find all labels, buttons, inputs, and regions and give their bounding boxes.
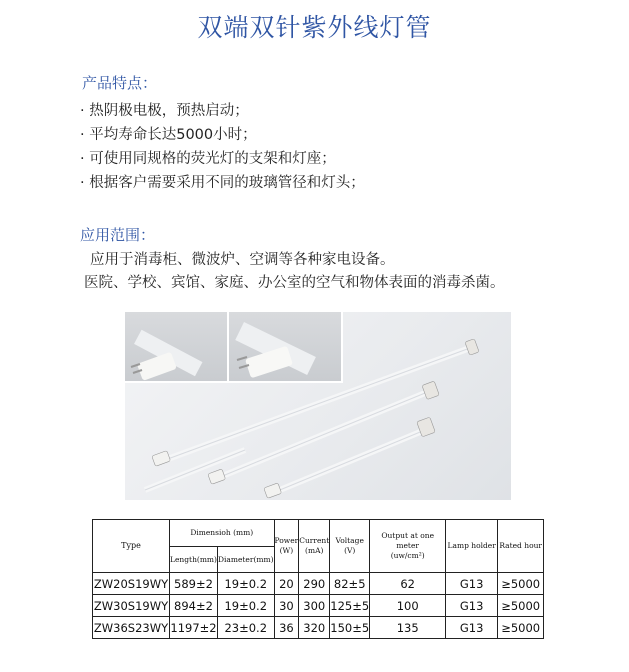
cell-rated: ≥5000 bbox=[498, 595, 544, 617]
cell-type: ZW20S19WY bbox=[93, 573, 170, 595]
cell-diameter: 19±0.2 bbox=[217, 573, 274, 595]
header-rated-hour: Rated hour bbox=[498, 520, 544, 573]
cell-current: 320 bbox=[299, 617, 330, 639]
header-voltage bbox=[330, 520, 370, 573]
product-photo bbox=[125, 312, 511, 500]
cell-holder: G13 bbox=[446, 617, 498, 639]
header-current bbox=[299, 520, 330, 573]
header-type: Type bbox=[93, 520, 170, 573]
cell-length: 589±2 bbox=[170, 573, 218, 595]
cell-type: ZW36S23WY bbox=[93, 617, 170, 639]
page-title: 双端双针紫外线灯管 bbox=[197, 13, 432, 42]
cell-output: 62 bbox=[370, 573, 446, 595]
table-row bbox=[93, 595, 544, 617]
cell-power: 30 bbox=[274, 595, 299, 617]
cell-length: 1197±2 bbox=[170, 617, 218, 639]
header-power bbox=[274, 520, 299, 573]
header-output bbox=[370, 520, 446, 573]
table-row bbox=[93, 617, 544, 639]
application-line: 应用于消毒柜、微波炉、空调等各种家电设备。 bbox=[90, 252, 395, 268]
header-power-unit: (W) bbox=[279, 546, 294, 555]
spec-table bbox=[92, 519, 544, 639]
cell-holder: G13 bbox=[446, 595, 498, 617]
table-row bbox=[93, 573, 544, 595]
feature-item: · 热阴极电极，预热启动； bbox=[80, 103, 249, 119]
header-voltage-unit: (V) bbox=[344, 546, 356, 555]
application-heading: 应用范围： bbox=[80, 226, 156, 244]
header-output-unit: (uw/cm²) bbox=[390, 551, 425, 560]
cell-length: 894±2 bbox=[170, 595, 218, 617]
features-heading: 产品特点： bbox=[82, 74, 158, 92]
cell-power: 36 bbox=[274, 617, 299, 639]
cell-power: 20 bbox=[274, 573, 299, 595]
header-current-label: Current bbox=[299, 536, 330, 545]
cell-holder: G13 bbox=[446, 573, 498, 595]
header-voltage-label: Voltage bbox=[335, 536, 364, 545]
cell-output: 100 bbox=[370, 595, 446, 617]
header-output-label: Output at one meter bbox=[381, 531, 435, 550]
cell-output: 135 bbox=[370, 617, 446, 639]
cell-diameter: 23±0.2 bbox=[217, 617, 274, 639]
cell-diameter: 19±0.2 bbox=[217, 595, 274, 617]
cell-current: 300 bbox=[299, 595, 330, 617]
header-dimension: Dimensioh (mm) bbox=[170, 520, 275, 547]
cell-rated: ≥5000 bbox=[498, 573, 544, 595]
cell-voltage: 125±5 bbox=[330, 595, 370, 617]
cell-voltage: 150±5 bbox=[330, 617, 370, 639]
header-length: Length(mm) bbox=[170, 547, 218, 573]
header-current-unit: (mA) bbox=[305, 546, 324, 555]
header-lamp-holder: Lamp holder bbox=[446, 520, 498, 573]
cell-voltage: 82±5 bbox=[330, 573, 370, 595]
feature-item: · 平均寿命长达5000小时； bbox=[80, 127, 257, 143]
header-diameter: Diameter(mm) bbox=[217, 547, 274, 573]
cell-rated: ≥5000 bbox=[498, 617, 544, 639]
cell-current: 290 bbox=[299, 573, 330, 595]
feature-item: · 根据客户需要采用不同的玻璃管径和灯头； bbox=[80, 175, 365, 191]
application-line: 医院、学校、宾馆、家庭、办公室的空气和物体表面的消毒杀菌。 bbox=[84, 275, 505, 291]
header-power-label: Power bbox=[274, 536, 299, 545]
cell-type: ZW30S19WY bbox=[93, 595, 170, 617]
feature-item: · 可使用同规格的荧光灯的支架和灯座； bbox=[80, 151, 336, 167]
